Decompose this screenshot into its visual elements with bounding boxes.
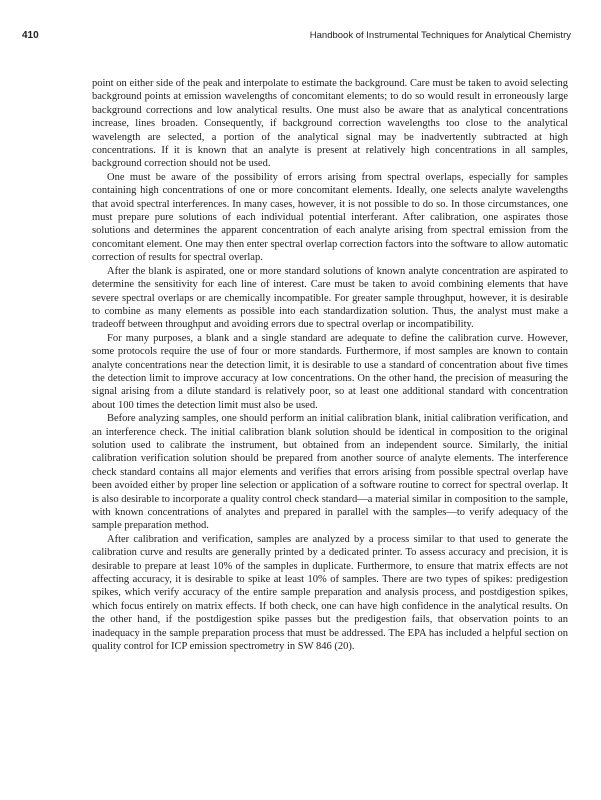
running-head: Handbook of Instrumental Techniques for Analytical Chemistry bbox=[309, 30, 571, 41]
paragraph: point on either side of the peak and interpolate to estimate the background. Care must be taken to avoid selecting background points at emission wavelengths of concomitant elements; to do so would result in erroneously large background corrections and low analytical results. One must also be aware that as analytical concentrations increase, lines broaden. Consequently, if background correction wavelengths too close to the analytical wavelength are selected, a portion of the analytical signal may be inadvertently subtracted at high concentrations. If it is known that an analyte is present at relatively high concentrations in all samples, background correction should not be used. bbox=[92, 78, 568, 170]
paragraph: One must be aware of the possibility of errors arising from spectral overlaps, especially for samples containing high concentrations of one or more concomitant elements. Ideally, one selects analyte wavelengths that avoid spectral interferences. In many cases, however, it is not possible to do so. In those circumstances, one must prepare pure solutions of each individual potential interferant. After calibration, one aspirates those solutions and determines the apparent concentration of each analyte arising from spectral emission from the concomitant element. One may then enter spectral overlap correction factors into the software to allow automatic correction of results for spectral overlap. bbox=[92, 171, 568, 264]
page-number: 410 bbox=[22, 30, 39, 41]
paragraph: For many purposes, a blank and a single standard are adequate to define the calibration curve. However, some protocols require the use of four or more standards. Furthermore, if most samples are known to contain analyte concentrations near the detection limit, it is desirable to use a standard of concentration about five times the detection limit to improve accuracy at low concentrations. On the other hand, the precision of measuring the signal arising from a dilute standard is relatively poor, so at least one additional standard with concentration about 100 times the detection limit must also be used. bbox=[92, 332, 568, 411]
body-text bbox=[92, 77, 568, 653]
paragraph: After the blank is aspirated, one or more standard solutions of known analyte concentration are aspirated to determine the sensitivity for each line of interest. Care must be taken to avoid combining elements that have severe spectral overlaps or are chemically incompatible. For greater sample throughput, however, it is desirable to combine as many elements as possible into each standardization solution. Thus, the analyst must make a tradeoff between throughput and avoiding errors due to spectral overlap or incompatibility. bbox=[92, 265, 568, 331]
paragraph: Before analyzing samples, one should perform an initial calibration blank, initial calibration verification, and an interference check. The initial calibration blank solution should be identical in composition to the original solution used to calibrate the instrument, but obtained from an independent source. Similarly, the initial calibration verification solution should be prepared from another source of analyte elements. The interference check standard contains all major elements and verifies that errors arising from possible spectral overlap have been avoided either by proper line selection or application of a software routine to correct for spectral overlap. It is also desirable to incorporate a quality control check standard—a material similar in composition to the sample, with known concentrations of analytes and prepared in parallel with the samples—to verify adequacy of the sample preparation method. bbox=[92, 413, 568, 532]
paragraph: After calibration and verification, samples are analyzed by a process similar to that used to generate the calibration curve and results are generally printed by a dedicated printer. To assess accuracy and precision, it is desirable to prepare at least 10% of the samples in duplicate. Furthermore, to ensure that matrix effects are not affecting accuracy, it is desirable to spike at least 10% of samples. There are two types of spikes: predigestion spikes, which verify accuracy of the entire sample preparation and analysis process, and postdigestion spikes, which focus entirely on matrix effects. If both check, one can have high confidence in the analytical results. On the other hand, if the postdigestion spike passes but the predigestion fails, that observation points to an inadequacy in the sample preparation process that must be addressed. The EPA has included a helpful section on quality control for ICP emission spectrometry in SW 846 (20). bbox=[92, 533, 568, 653]
page-header bbox=[22, 30, 571, 46]
